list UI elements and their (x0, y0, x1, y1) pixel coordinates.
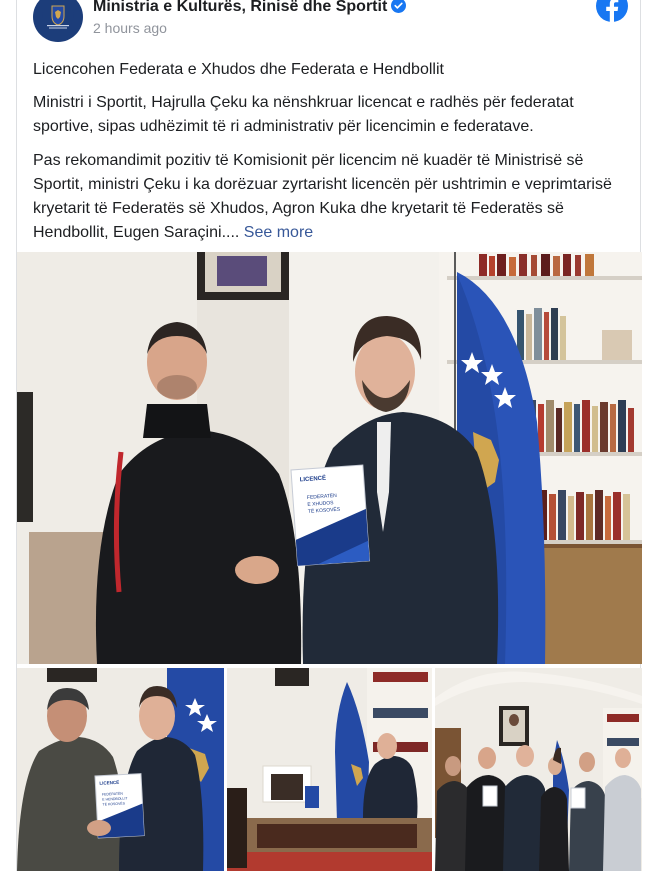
page-name-text[interactable]: Ministria e Kulturës, Rinisë dhe Sportit (93, 0, 388, 15)
license-title: LICENCË (299, 475, 327, 484)
verified-badge-icon (391, 0, 406, 13)
facebook-logo-icon[interactable] (596, 0, 628, 22)
license-line-3: TË KOSOVËS (307, 506, 341, 515)
license-line-2: E XHUDOS (307, 500, 334, 508)
thumb-license-line-1: FEDERATËN (101, 791, 123, 797)
photo-thumbnails (17, 668, 642, 871)
post-paragraph-2-text: Pas rekomandimit pozitiv të Komisionit për licencim në kuadër të Ministrisë së Sportit, ministri Çeku i ka dorëzuar zyrtarisht licencën për ushtrimin e veprimtarisë kryetarit të Federatës së Xhudos, Agron Kuka dhe kryetarit të Federatës së Hendbollit, Eugen Saraçini.... (33, 152, 612, 241)
post-message (33, 58, 633, 255)
see-more-link[interactable]: See more (243, 224, 314, 241)
main-photo[interactable] (17, 252, 642, 664)
page-avatar[interactable] (33, 0, 83, 42)
thumbnail-photo-3[interactable] (435, 668, 642, 871)
license-document (291, 465, 370, 566)
thumbnail-3-image (435, 668, 642, 871)
post-header (17, 0, 642, 50)
handshake (235, 556, 279, 584)
thumbnail-2-image (227, 668, 432, 871)
page-name[interactable] (93, 0, 406, 16)
ministry-emblem-icon (41, 0, 75, 32)
thumbnail-photo-2[interactable] (227, 668, 432, 871)
thumbnail-1-image (17, 668, 224, 871)
thumb-license-title: LICENCË (99, 779, 120, 786)
post-timestamp[interactable]: 2 hours ago (93, 20, 167, 36)
thumb-license-line-2: E HENDBOLLIT (102, 796, 128, 802)
license-line-1: FEDERATËN (306, 492, 338, 501)
thumbnail-photo-1[interactable] (17, 668, 224, 871)
thumb-license-line-3: TË KOSOVËS (102, 801, 126, 807)
main-photo-image (17, 252, 642, 664)
post-headline: Licencohen Federata e Xhudos dhe Federata e Hendbollit (33, 61, 444, 78)
post-card (16, 0, 641, 871)
post-paragraph-2 (33, 149, 633, 245)
post-paragraph-1: Ministri i Sportit, Hajrulla Çeku ka nënshkruar licencat e radhës për federatat sportive, sipas udhëzimit të ri administrativ për licencimin e federatave. (33, 94, 574, 135)
